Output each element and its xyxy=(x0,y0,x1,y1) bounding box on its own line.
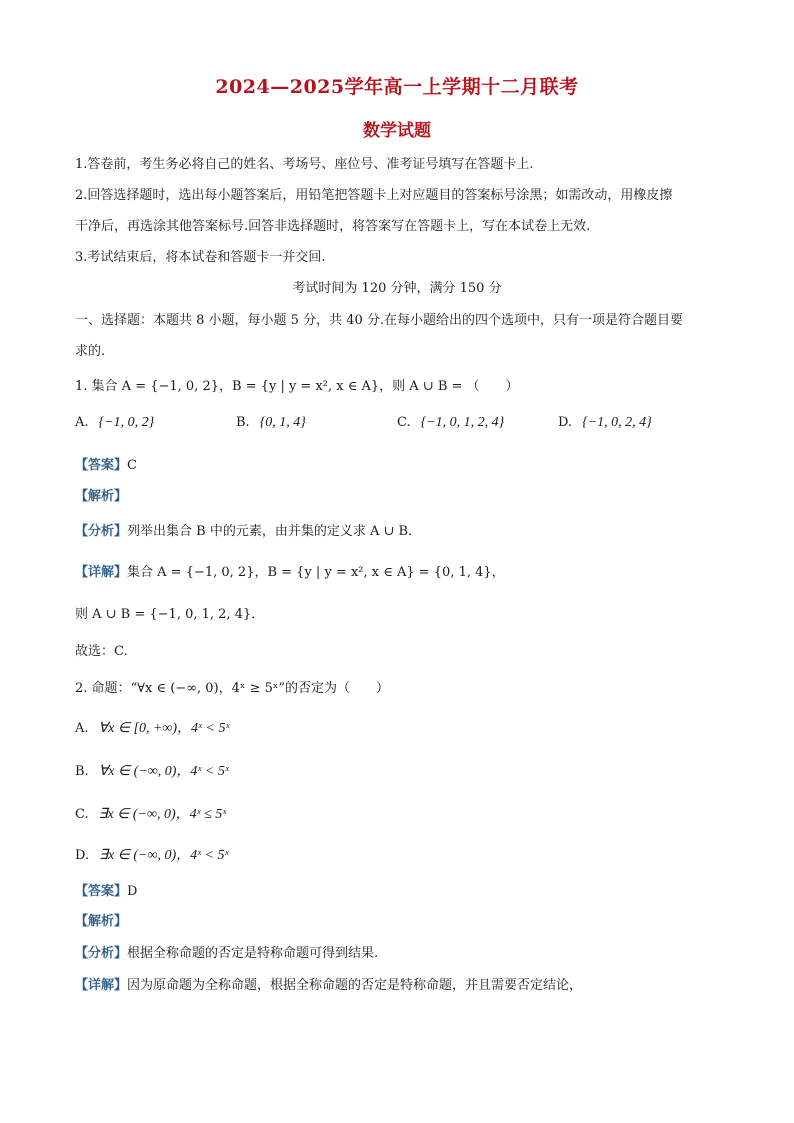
option-text: ∃x ∈ (−∞, 0)，4ˣ < 5ˣ xyxy=(99,848,229,863)
analysis-tag: 【解析】 xyxy=(75,914,128,929)
option-text: {−1, 0, 2} xyxy=(98,415,155,430)
exam-title: 2024—2025学年高一上学期十二月联考 xyxy=(215,76,579,98)
section1-header: 一、选择题：本题共 8 小题，每小题 5 分，共 40 分.在每小题给出的四个选项中，只有一项是符合题目要 xyxy=(75,313,684,328)
instruction-1: 1.答卷前，考生务必将自己的姓名、考场号、座位号、准考证号填写在答题卡上. xyxy=(75,157,534,172)
q2-option-a xyxy=(75,717,229,737)
answer-tag: 【答案】 xyxy=(75,884,128,899)
option-text: ∃x ∈ (−∞, 0)，4ˣ ≤ 5ˣ xyxy=(98,807,227,822)
q1-option-d xyxy=(558,415,652,431)
option-label: D. xyxy=(75,848,90,863)
option-label: A. xyxy=(75,721,89,736)
option-text: ∀x ∈ (−∞, 0)，4ˣ < 5ˣ xyxy=(98,764,229,779)
q1-answer xyxy=(75,454,137,473)
exam-subtitle: 数学试题 xyxy=(363,121,431,141)
option-label: C. xyxy=(75,807,89,822)
detail-tag: 【详解】 xyxy=(75,565,128,580)
fenxi-text: 根据全称命题的否定是特称命题可得到结果. xyxy=(127,946,379,961)
q2-detail xyxy=(75,974,582,993)
q1-fenxi xyxy=(75,520,421,539)
detail-text: 因为原命题为全称命题，根据全称命题的否定是特称命题，并且需要否定结论， xyxy=(127,978,583,993)
option-label: C. xyxy=(397,415,411,430)
q2-fenxi xyxy=(75,942,378,961)
fenxi-tag: 【分析】 xyxy=(75,524,128,539)
answer-tag: 【答案】 xyxy=(75,458,128,473)
option-label: B. xyxy=(75,764,89,779)
option-label: D. xyxy=(558,415,573,430)
option-text: {−1, 0, 2, 4} xyxy=(582,415,652,430)
q1-option-c xyxy=(397,415,504,431)
fenxi-text: 列举出集合 B 中的元素，由并集的定义求 A ∪ B． xyxy=(127,524,422,539)
q2-answer xyxy=(75,880,137,899)
q1-option-a xyxy=(75,415,154,431)
q2-option-c xyxy=(75,803,226,823)
q1-option-b xyxy=(236,415,306,431)
exam-info: 考试时间为 120 分钟，满分 150 分 xyxy=(292,281,502,296)
option-text: ∀x ∈ [0, +∞)，4ˣ < 5ˣ xyxy=(98,721,230,736)
fenxi-tag: 【分析】 xyxy=(75,946,128,961)
detail-text: 集合 A = {−1, 0, 2}，B = {y | y = x², x ∈ A} = {0, 1, 4}， xyxy=(127,565,505,580)
option-label: B. xyxy=(236,415,250,430)
analysis-tag: 【解析】 xyxy=(75,489,128,504)
answer-value: C xyxy=(127,458,137,473)
section1-header-cont: 求的. xyxy=(75,344,106,359)
instruction-2: 2.回答选择题时，选出每小题答案后，用铅笔把答题卡上对应题目的答案标号涂黑；如需改动，用橡皮擦 xyxy=(75,188,673,203)
q2-stem: 2. 命题：“∀x ∈ (−∞, 0)，4ˣ ≥ 5ˣ”的否定为（ ） xyxy=(75,681,390,696)
option-text: {−1, 0, 1, 2, 4} xyxy=(420,415,505,430)
answer-value: D xyxy=(127,884,138,899)
q2-analysis-tag xyxy=(75,910,127,929)
q2-option-b xyxy=(75,760,229,780)
instruction-3: 3.考试结束后，将本试卷和答题卡一并交回. xyxy=(75,250,326,265)
detail-tag: 【详解】 xyxy=(75,978,128,993)
q1-analysis-tag xyxy=(75,485,127,504)
q1-conclusion: 故选：C. xyxy=(75,644,128,659)
instruction-2-cont: 干净后，再选涂其他答案标号.回答非选择题时，将答案写在答题卡上，写在本试卷上无效. xyxy=(75,219,591,234)
q1-detail xyxy=(75,561,505,580)
option-text: {0, 1, 4} xyxy=(259,415,306,430)
option-label: A. xyxy=(75,415,89,430)
q1-detail-2: 则 A ∪ B = {−1, 0, 1, 2, 4}． xyxy=(75,607,265,622)
q1-stem: 1. 集合 A = {−1, 0, 2}，B = {y | y = x², x ∈ A}，则 A ∪ B = （ ） xyxy=(75,379,519,394)
q2-option-d xyxy=(75,844,228,864)
